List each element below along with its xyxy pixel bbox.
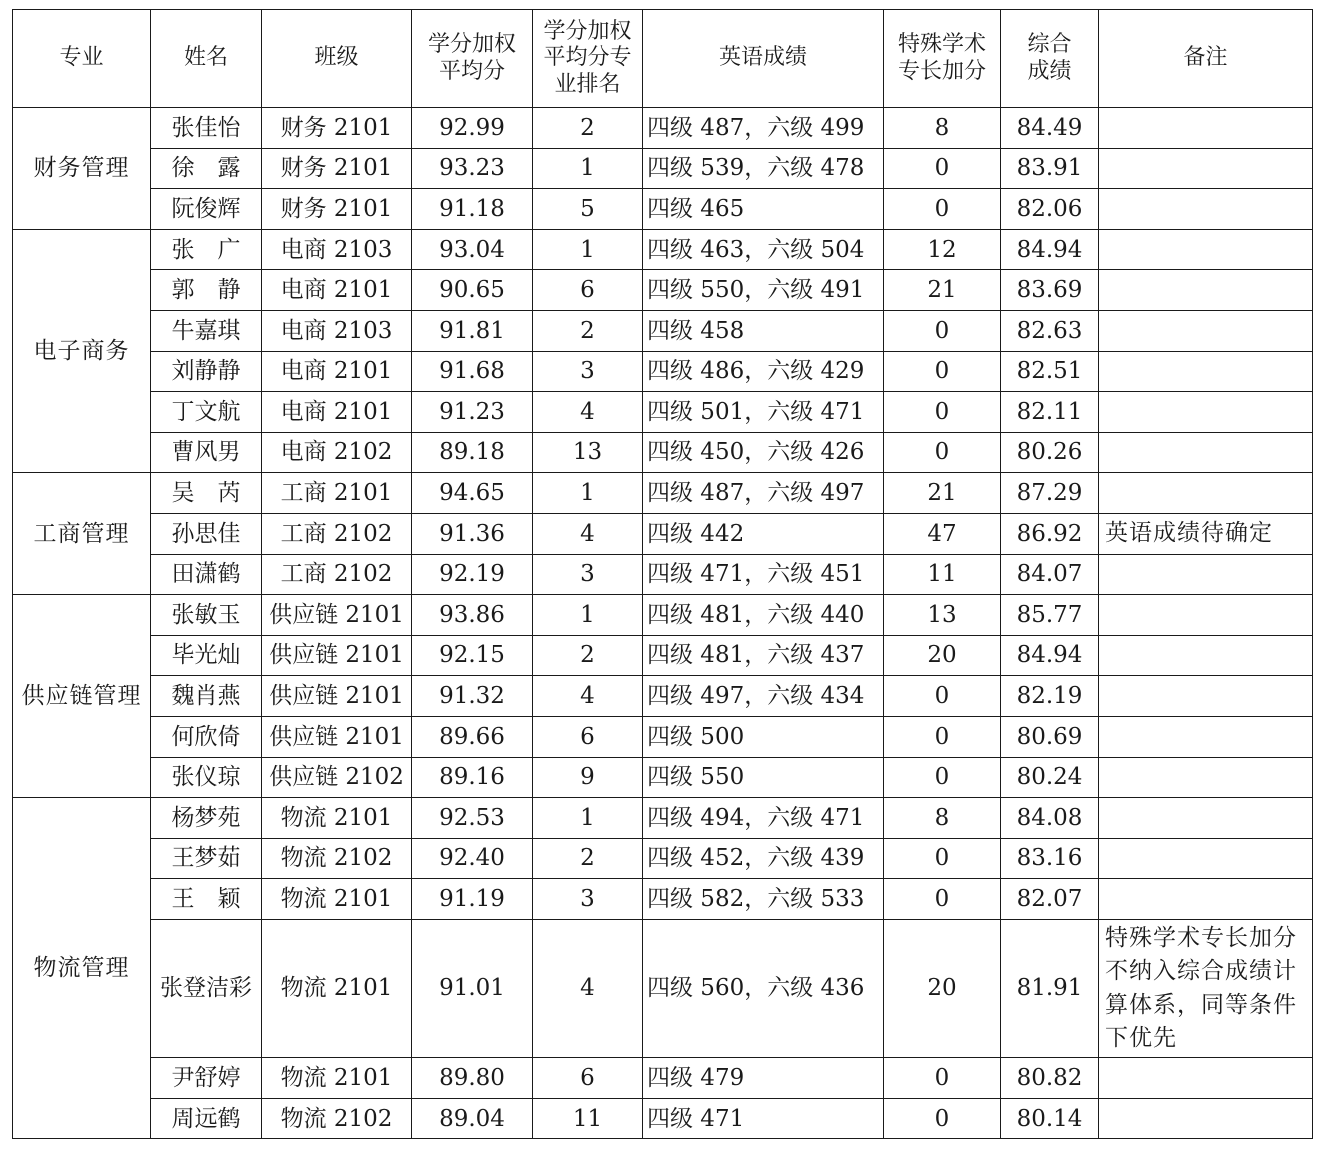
class-cell: 供应链 2101 xyxy=(262,635,412,676)
class-cell: 物流 2102 xyxy=(262,838,412,879)
rank-cell: 3 xyxy=(533,351,643,392)
total-score-cell: 82.19 xyxy=(1001,676,1099,717)
gpa-cell: 89.80 xyxy=(412,1058,533,1099)
gpa-cell: 89.04 xyxy=(412,1098,533,1139)
header-class: 班级 xyxy=(262,10,412,108)
rank-cell: 3 xyxy=(533,554,643,595)
major-cell: 工商管理 xyxy=(13,473,151,595)
gpa-cell: 92.40 xyxy=(412,838,533,879)
note-cell xyxy=(1099,554,1313,595)
table-row xyxy=(13,554,1313,595)
table-row xyxy=(13,189,1313,230)
table-row xyxy=(13,1058,1313,1099)
rank-cell: 5 xyxy=(533,189,643,230)
class-cell: 物流 2101 xyxy=(262,798,412,839)
note-cell xyxy=(1099,838,1313,879)
table-row xyxy=(13,635,1313,676)
note-cell xyxy=(1099,798,1313,839)
total-score-cell: 82.07 xyxy=(1001,879,1099,920)
english-score-cell: 四级 471，六级 451 xyxy=(643,554,884,595)
english-score-cell: 四级 458 xyxy=(643,310,884,351)
bonus-cell: 47 xyxy=(884,513,1001,554)
english-score-cell: 四级 452，六级 439 xyxy=(643,838,884,879)
table-row xyxy=(13,108,1313,149)
gpa-cell: 91.23 xyxy=(412,392,533,433)
student-name-cell: 丁文航 xyxy=(151,392,262,433)
english-score-cell: 四级 481，六级 440 xyxy=(643,595,884,636)
bonus-cell: 8 xyxy=(884,798,1001,839)
total-score-cell: 84.94 xyxy=(1001,635,1099,676)
bonus-cell: 0 xyxy=(884,432,1001,473)
class-cell: 财务 2101 xyxy=(262,148,412,189)
bonus-cell: 12 xyxy=(884,229,1001,270)
major-cell: 电子商务 xyxy=(13,229,151,473)
student-name-cell: 牛嘉琪 xyxy=(151,310,262,351)
header-gpa: 学分加权平均分 xyxy=(412,10,533,108)
student-name-cell: 阮俊辉 xyxy=(151,189,262,230)
rank-cell: 6 xyxy=(533,270,643,311)
english-score-cell: 四级 479 xyxy=(643,1058,884,1099)
english-score-cell: 四级 487，六级 499 xyxy=(643,108,884,149)
gpa-cell: 91.32 xyxy=(412,676,533,717)
rank-cell: 4 xyxy=(533,919,643,1057)
table-row xyxy=(13,919,1313,1057)
student-name-cell: 徐 露 xyxy=(151,148,262,189)
student-name-cell: 张登洁彩 xyxy=(151,919,262,1057)
gpa-cell: 94.65 xyxy=(412,473,533,514)
rank-cell: 2 xyxy=(533,838,643,879)
english-score-cell: 四级 465 xyxy=(643,189,884,230)
student-name-cell: 田潇鹤 xyxy=(151,554,262,595)
total-score-cell: 80.26 xyxy=(1001,432,1099,473)
student-name-cell: 张佳怡 xyxy=(151,108,262,149)
gpa-cell: 93.23 xyxy=(412,148,533,189)
gpa-cell: 93.86 xyxy=(412,595,533,636)
class-cell: 供应链 2101 xyxy=(262,716,412,757)
bonus-cell: 0 xyxy=(884,757,1001,798)
total-score-cell: 84.94 xyxy=(1001,229,1099,270)
english-score-cell: 四级 539，六级 478 xyxy=(643,148,884,189)
student-name-cell: 何欣倚 xyxy=(151,716,262,757)
gpa-cell: 91.68 xyxy=(412,351,533,392)
bonus-cell: 0 xyxy=(884,1098,1001,1139)
class-cell: 物流 2101 xyxy=(262,1058,412,1099)
rank-cell: 9 xyxy=(533,757,643,798)
header-row xyxy=(13,10,1313,108)
student-name-cell: 曹风男 xyxy=(151,432,262,473)
note-cell xyxy=(1099,229,1313,270)
total-score-cell: 82.06 xyxy=(1001,189,1099,230)
table-row xyxy=(13,595,1313,636)
class-cell: 电商 2103 xyxy=(262,229,412,270)
student-name-cell: 王 颖 xyxy=(151,879,262,920)
bonus-cell: 0 xyxy=(884,838,1001,879)
table-row xyxy=(13,676,1313,717)
note-cell xyxy=(1099,757,1313,798)
total-score-cell: 85.77 xyxy=(1001,595,1099,636)
note-cell: 特殊学术专长加分不纳入综合成绩计算体系，同等条件下优先 xyxy=(1099,919,1313,1057)
gpa-cell: 90.65 xyxy=(412,270,533,311)
rank-cell: 11 xyxy=(533,1098,643,1139)
english-score-cell: 四级 486，六级 429 xyxy=(643,351,884,392)
total-score-cell: 81.91 xyxy=(1001,919,1099,1057)
class-cell: 供应链 2101 xyxy=(262,595,412,636)
english-score-cell: 四级 450，六级 426 xyxy=(643,432,884,473)
total-score-cell: 87.29 xyxy=(1001,473,1099,514)
note-cell xyxy=(1099,1058,1313,1099)
major-cell: 供应链管理 xyxy=(13,595,151,798)
table-row xyxy=(13,270,1313,311)
bonus-cell: 0 xyxy=(884,716,1001,757)
rank-cell: 4 xyxy=(533,676,643,717)
gpa-cell: 93.04 xyxy=(412,229,533,270)
class-cell: 工商 2102 xyxy=(262,554,412,595)
rank-cell: 4 xyxy=(533,513,643,554)
rank-cell: 2 xyxy=(533,635,643,676)
rank-cell: 2 xyxy=(533,108,643,149)
gpa-cell: 91.01 xyxy=(412,919,533,1057)
total-score-cell: 83.69 xyxy=(1001,270,1099,311)
student-name-cell: 吴 芮 xyxy=(151,473,262,514)
gpa-cell: 92.99 xyxy=(412,108,533,149)
table-row xyxy=(13,716,1313,757)
note-cell xyxy=(1099,432,1313,473)
english-score-cell: 四级 497，六级 434 xyxy=(643,676,884,717)
english-score-cell: 四级 550 xyxy=(643,757,884,798)
table-row xyxy=(13,148,1313,189)
total-score-cell: 83.91 xyxy=(1001,148,1099,189)
gpa-cell: 89.18 xyxy=(412,432,533,473)
student-name-cell: 杨梦苑 xyxy=(151,798,262,839)
header-name: 姓名 xyxy=(151,10,262,108)
bonus-cell: 21 xyxy=(884,473,1001,514)
major-cell: 物流管理 xyxy=(13,798,151,1139)
note-cell xyxy=(1099,716,1313,757)
english-score-cell: 四级 500 xyxy=(643,716,884,757)
rank-cell: 2 xyxy=(533,310,643,351)
bonus-cell: 20 xyxy=(884,635,1001,676)
gpa-cell: 91.36 xyxy=(412,513,533,554)
rank-cell: 1 xyxy=(533,229,643,270)
note-cell xyxy=(1099,392,1313,433)
note-cell xyxy=(1099,676,1313,717)
header-rank: 学分加权平均分专业排名 xyxy=(533,10,643,108)
bonus-cell: 21 xyxy=(884,270,1001,311)
english-score-cell: 四级 501，六级 471 xyxy=(643,392,884,433)
total-score-cell: 82.63 xyxy=(1001,310,1099,351)
total-score-cell: 80.14 xyxy=(1001,1098,1099,1139)
class-cell: 工商 2101 xyxy=(262,473,412,514)
note-cell xyxy=(1099,189,1313,230)
note-cell xyxy=(1099,473,1313,514)
student-name-cell: 刘静静 xyxy=(151,351,262,392)
english-score-cell: 四级 494，六级 471 xyxy=(643,798,884,839)
rank-cell: 6 xyxy=(533,1058,643,1099)
header-english: 英语成绩 xyxy=(643,10,884,108)
class-cell: 供应链 2101 xyxy=(262,676,412,717)
bonus-cell: 0 xyxy=(884,1058,1001,1099)
table-row xyxy=(13,798,1313,839)
table-row xyxy=(13,838,1313,879)
class-cell: 供应链 2102 xyxy=(262,757,412,798)
table-row xyxy=(13,513,1313,554)
note-cell xyxy=(1099,879,1313,920)
class-cell: 电商 2103 xyxy=(262,310,412,351)
note-cell xyxy=(1099,635,1313,676)
student-name-cell: 张 广 xyxy=(151,229,262,270)
major-cell: 财务管理 xyxy=(13,108,151,230)
total-score-cell: 86.92 xyxy=(1001,513,1099,554)
bonus-cell: 0 xyxy=(884,148,1001,189)
table-row xyxy=(13,432,1313,473)
gpa-cell: 92.53 xyxy=(412,798,533,839)
table-row xyxy=(13,473,1313,514)
table-row xyxy=(13,351,1313,392)
rank-cell: 1 xyxy=(533,148,643,189)
rank-cell: 6 xyxy=(533,716,643,757)
note-cell xyxy=(1099,595,1313,636)
rank-cell: 1 xyxy=(533,595,643,636)
gpa-cell: 91.18 xyxy=(412,189,533,230)
english-score-cell: 四级 582，六级 533 xyxy=(643,879,884,920)
note-cell xyxy=(1099,108,1313,149)
class-cell: 电商 2101 xyxy=(262,351,412,392)
score-table xyxy=(12,9,1313,1139)
header-total: 综合成绩 xyxy=(1001,10,1099,108)
total-score-cell: 82.51 xyxy=(1001,351,1099,392)
total-score-cell: 84.08 xyxy=(1001,798,1099,839)
class-cell: 电商 2101 xyxy=(262,270,412,311)
student-name-cell: 王梦茹 xyxy=(151,838,262,879)
class-cell: 工商 2102 xyxy=(262,513,412,554)
total-score-cell: 82.11 xyxy=(1001,392,1099,433)
note-cell xyxy=(1099,148,1313,189)
note-cell xyxy=(1099,351,1313,392)
english-score-cell: 四级 550，六级 491 xyxy=(643,270,884,311)
bonus-cell: 8 xyxy=(884,108,1001,149)
rank-cell: 3 xyxy=(533,879,643,920)
header-note: 备注 xyxy=(1099,10,1313,108)
gpa-cell: 91.19 xyxy=(412,879,533,920)
table-row xyxy=(13,757,1313,798)
total-score-cell: 84.49 xyxy=(1001,108,1099,149)
bonus-cell: 0 xyxy=(884,392,1001,433)
english-score-cell: 四级 481，六级 437 xyxy=(643,635,884,676)
gpa-cell: 89.16 xyxy=(412,757,533,798)
student-name-cell: 周远鹤 xyxy=(151,1098,262,1139)
note-cell: 英语成绩待确定 xyxy=(1099,513,1313,554)
table-body xyxy=(13,108,1313,1139)
student-name-cell: 郭 静 xyxy=(151,270,262,311)
table-row xyxy=(13,392,1313,433)
student-name-cell: 张仪琼 xyxy=(151,757,262,798)
bonus-cell: 0 xyxy=(884,879,1001,920)
student-name-cell: 孙思佳 xyxy=(151,513,262,554)
note-cell xyxy=(1099,310,1313,351)
class-cell: 物流 2101 xyxy=(262,879,412,920)
table-row xyxy=(13,310,1313,351)
class-cell: 物流 2102 xyxy=(262,1098,412,1139)
total-score-cell: 80.82 xyxy=(1001,1058,1099,1099)
total-score-cell: 80.24 xyxy=(1001,757,1099,798)
bonus-cell: 0 xyxy=(884,189,1001,230)
table-row xyxy=(13,1098,1313,1139)
gpa-cell: 92.15 xyxy=(412,635,533,676)
header-bonus: 特殊学术专长加分 xyxy=(884,10,1001,108)
table-row xyxy=(13,879,1313,920)
bonus-cell: 20 xyxy=(884,919,1001,1057)
english-score-cell: 四级 463，六级 504 xyxy=(643,229,884,270)
student-name-cell: 毕光灿 xyxy=(151,635,262,676)
bonus-cell: 0 xyxy=(884,676,1001,717)
class-cell: 财务 2101 xyxy=(262,189,412,230)
class-cell: 物流 2101 xyxy=(262,919,412,1057)
class-cell: 电商 2101 xyxy=(262,392,412,433)
gpa-cell: 91.81 xyxy=(412,310,533,351)
rank-cell: 4 xyxy=(533,392,643,433)
student-name-cell: 张敏玉 xyxy=(151,595,262,636)
total-score-cell: 80.69 xyxy=(1001,716,1099,757)
total-score-cell: 83.16 xyxy=(1001,838,1099,879)
class-cell: 电商 2102 xyxy=(262,432,412,473)
english-score-cell: 四级 442 xyxy=(643,513,884,554)
bonus-cell: 11 xyxy=(884,554,1001,595)
rank-cell: 1 xyxy=(533,798,643,839)
header-major: 专业 xyxy=(13,10,151,108)
bonus-cell: 0 xyxy=(884,351,1001,392)
bonus-cell: 13 xyxy=(884,595,1001,636)
table-row xyxy=(13,229,1313,270)
gpa-cell: 89.66 xyxy=(412,716,533,757)
bonus-cell: 0 xyxy=(884,310,1001,351)
note-cell xyxy=(1099,270,1313,311)
english-score-cell: 四级 487，六级 497 xyxy=(643,473,884,514)
note-cell xyxy=(1099,1098,1313,1139)
gpa-cell: 92.19 xyxy=(412,554,533,595)
english-score-cell: 四级 471 xyxy=(643,1098,884,1139)
rank-cell: 13 xyxy=(533,432,643,473)
rank-cell: 1 xyxy=(533,473,643,514)
student-name-cell: 魏肖燕 xyxy=(151,676,262,717)
english-score-cell: 四级 560，六级 436 xyxy=(643,919,884,1057)
student-name-cell: 尹舒婷 xyxy=(151,1058,262,1099)
class-cell: 财务 2101 xyxy=(262,108,412,149)
total-score-cell: 84.07 xyxy=(1001,554,1099,595)
